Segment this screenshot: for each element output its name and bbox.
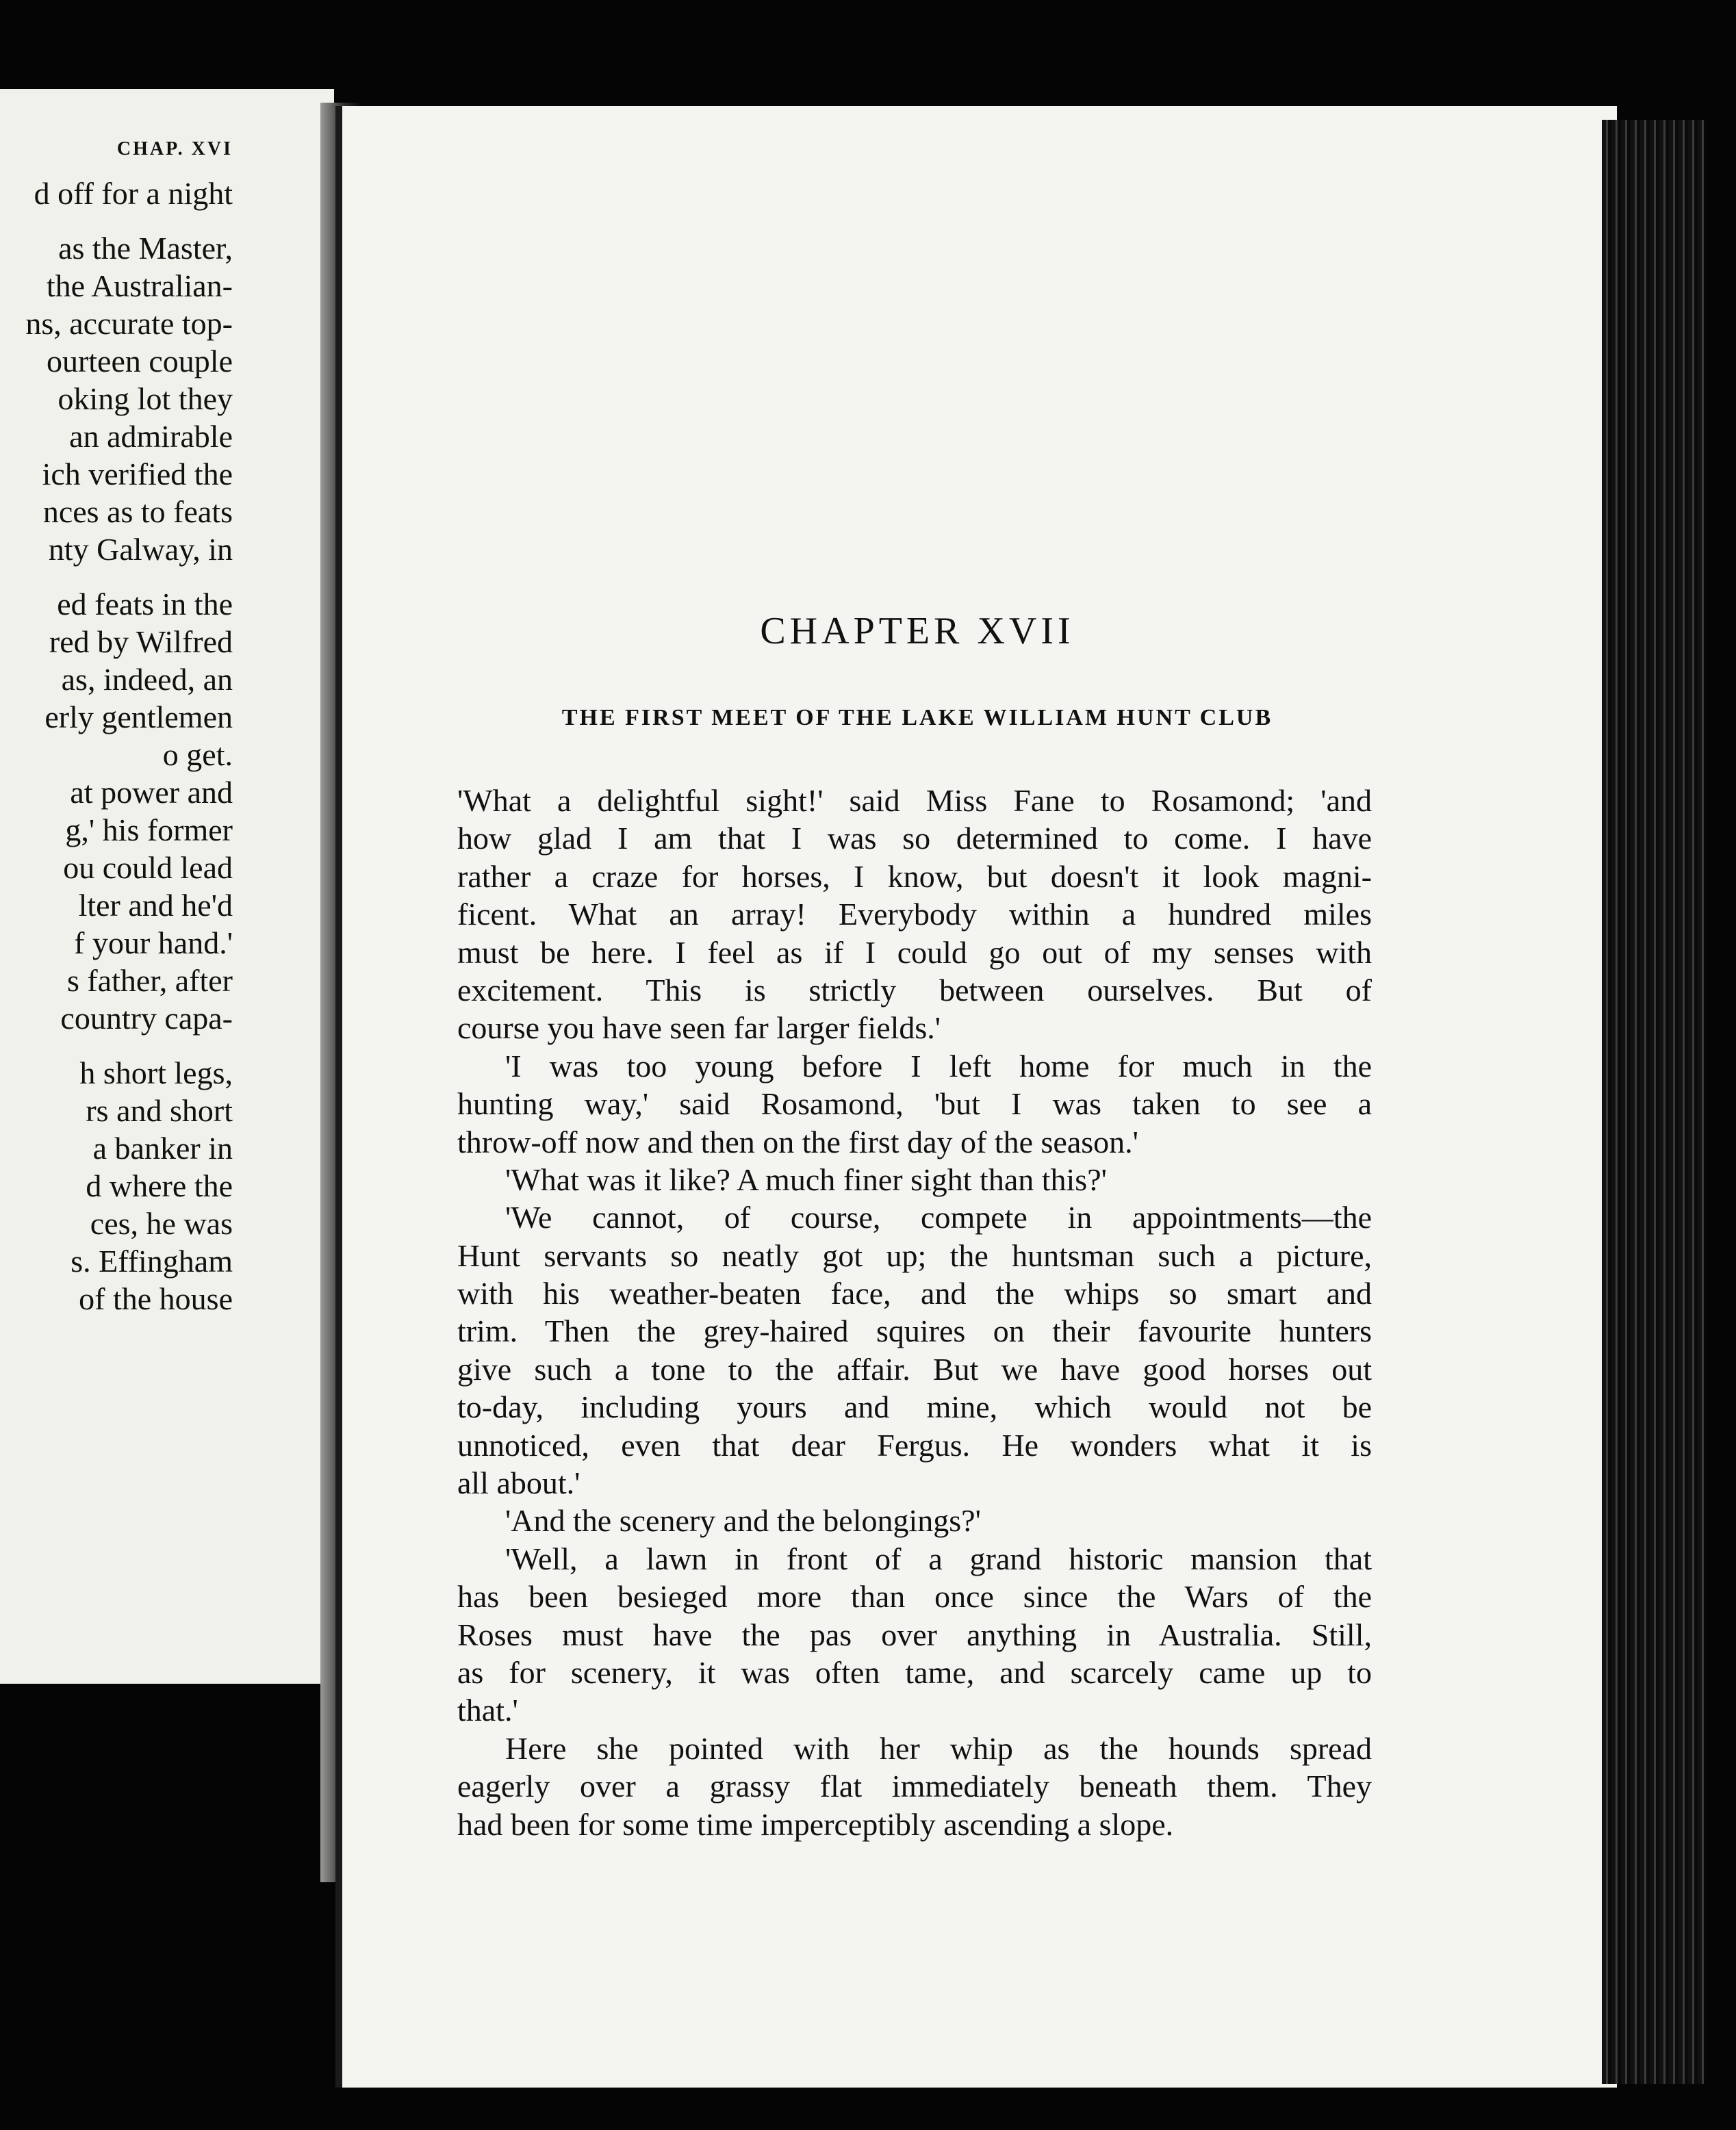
body-text-line: ficent. What an array! Everybody within a hundred miles [457, 897, 1372, 932]
body-text-line: 'And the scenery and the belongings?' [505, 1503, 981, 1539]
body-text-line: with his weather-beaten face, and the whips so smart and [457, 1276, 1372, 1311]
body-text-line: 'What a delightful sight!' said Miss Fane to Rosamond; 'and [457, 783, 1372, 818]
body-text-line: has been besieged more than once since the Wars of the [457, 1579, 1372, 1615]
left-text-line: red by Wilfred [49, 624, 233, 659]
body-text-line: Roses must have the pas over anything in Australia. Still, [457, 1617, 1372, 1652]
left-text-line: ou could lead [63, 850, 233, 885]
body-text-line: must be here. I feel as if I could go out of my senses with [457, 934, 1372, 970]
body-text-line: eagerly over a grassy flat immediately beneath them. They [457, 1769, 1372, 1804]
left-text-line: nces as to feats [42, 494, 233, 529]
left-text-line: lter and he'd [78, 888, 233, 923]
body-text-line: to-day, including yours and mine, which would not be [457, 1389, 1372, 1425]
left-text-line: ces, he was [90, 1206, 233, 1241]
left-text-line: country capa- [60, 1001, 233, 1036]
left-text-line: ich verified the [42, 457, 233, 491]
left-text-line: g,' his former [65, 812, 233, 847]
body-text-line: excitement. This is strictly between ourselves. But of [457, 972, 1372, 1008]
left-text-line: o get. [162, 737, 233, 772]
line-gap [0, 1037, 233, 1054]
body-text-line: unnoticed, even that dear Fergus. He wonders what it is [457, 1427, 1372, 1463]
left-running-header: CHAP. XVI [116, 138, 233, 159]
left-text-line: as the Master, [58, 231, 233, 266]
left-text-line: nty Galway, in [48, 532, 233, 567]
body-text-line: 'I was too young before I left home for much in the [505, 1048, 1372, 1083]
left-text-line: ns, accurate top- [25, 306, 233, 341]
chapter-body-text [457, 782, 1372, 1843]
left-text-line: the Australian- [46, 268, 233, 303]
left-text-line: h short legs, [79, 1055, 233, 1090]
body-text-line: trim. Then the grey-haired squires on their favourite hunters [457, 1313, 1372, 1349]
body-text-line: all about.' [457, 1465, 580, 1501]
left-text-line: as, indeed, an [61, 662, 233, 697]
left-text-line: ed feats in the [57, 587, 233, 621]
page-edges [1602, 120, 1705, 2084]
left-text-line: at power and [70, 775, 233, 810]
body-text-line: as for scenery, it was often tame, and scarcely came up to [457, 1654, 1372, 1690]
left-text-line: s father, after [66, 963, 233, 998]
left-text-line: an admirable [69, 419, 233, 454]
left-text-line: a banker in [92, 1131, 233, 1166]
left-text-line: s. Effingham [71, 1244, 233, 1279]
left-page [0, 89, 334, 1684]
left-text-line: oking lot they [58, 381, 233, 416]
body-text-line: how glad I am that I was so determined to come. I have [457, 821, 1372, 856]
left-text-line: erly gentlemen [44, 700, 233, 734]
left-text-line: f your hand.' [74, 925, 233, 960]
body-text-line: that.' [457, 1693, 518, 1728]
body-text-line: Here she pointed with her whip as the hounds spread [505, 1730, 1372, 1766]
body-text-line: 'We cannot, of course, compete in appointments—the [505, 1200, 1372, 1235]
chapter-title: CHAPTER XVII [760, 610, 1075, 652]
left-text-line: of the house [79, 1281, 233, 1316]
body-text-line: had been for some time imperceptibly ascending a slope. [457, 1806, 1174, 1842]
line-gap [0, 212, 233, 229]
line-gap [0, 568, 233, 585]
left-text-line: d off for a night [34, 176, 233, 211]
left-page-text [0, 175, 233, 1318]
body-text-line: rather a craze for horses, I know, but doesn't it look magni- [457, 858, 1372, 894]
left-text-line: d where the [86, 1168, 233, 1203]
left-text-line: rs and short [86, 1093, 233, 1128]
left-text-line: ourteen couple [46, 344, 233, 378]
body-text-line: course you have seen far larger fields.' [457, 1010, 941, 1046]
body-text-line: 'What was it like? A much finer sight than this?' [505, 1162, 1107, 1197]
body-text-line: throw-off now and then on the first day of the season.' [457, 1124, 1138, 1159]
body-text-line: hunting way,' said Rosamond, 'but I was taken to see a [457, 1086, 1372, 1122]
body-text-line: Hunt servants so neatly got up; the huntsman such a picture, [457, 1237, 1372, 1273]
body-text-line: 'Well, a lawn in front of a grand historic mansion that [505, 1541, 1372, 1576]
chapter-subtitle: THE FIRST MEET OF THE LAKE WILLIAM HUNT CLUB [561, 705, 1273, 730]
body-text-line: give such a tone to the affair. But we have good horses out [457, 1351, 1372, 1387]
